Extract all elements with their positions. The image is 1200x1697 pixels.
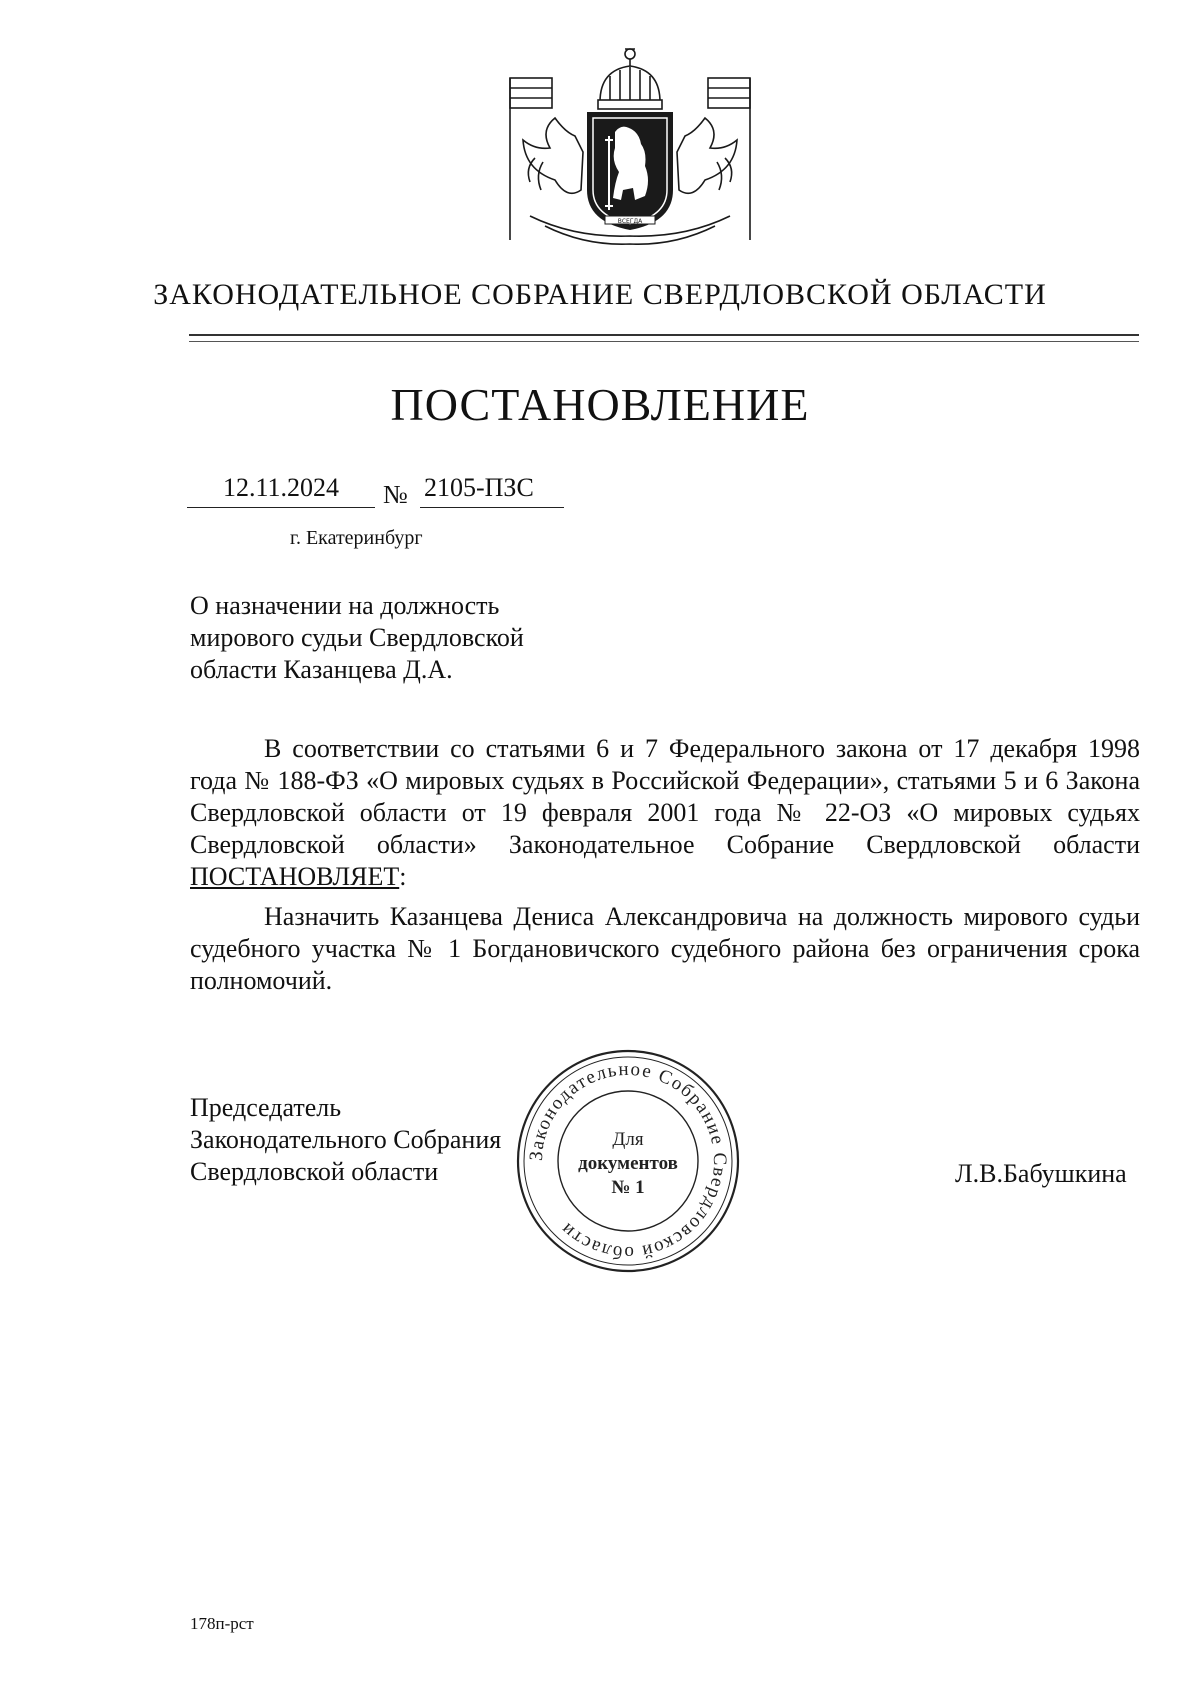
coat-of-arms-emblem: [495, 40, 765, 250]
document-number: 2105-ПЗС: [420, 473, 564, 508]
decree-word: ПОСТАНОВЛЯЕТ: [190, 862, 400, 891]
stamp-center-line: документов: [578, 1153, 678, 1174]
issue-city: г. Екатеринбург: [290, 527, 423, 549]
signer-name: Л.В.Бабушкина: [955, 1159, 1127, 1188]
subject-line: мирового судьи Свердловской: [190, 623, 524, 652]
preamble-colon: :: [399, 862, 407, 891]
signer-title-line: Законодательного Собрания: [190, 1125, 502, 1154]
document-subject: [190, 590, 620, 686]
signer-title-line: Свердловской области: [190, 1157, 439, 1186]
footer-code: 178п-рст: [190, 1614, 254, 1633]
document-body: [190, 733, 1140, 1005]
stamp-ring-text: Законодательное Собрание Свердловской области: [525, 1058, 731, 1264]
resolution-paragraph: Назначить Казанцева Дениса Александровича на должность мирового судьи судебного участка № 1 Богдановичского судебного района без ограничения срока полномочий.: [190, 902, 1140, 995]
organization-name: ЗАКОНОДАТЕЛЬНОЕ СОБРАНИЕ СВЕРДЛОВСКОЙ ОБЛАСТИ: [153, 278, 1047, 311]
subject-line: О назначении на должность: [190, 591, 500, 620]
number-sign: №: [383, 480, 408, 509]
header-divider-thin: [189, 341, 1139, 342]
stamp-center-line: № 1: [611, 1177, 645, 1198]
signer-title: [190, 1092, 501, 1188]
preamble-text: В соответствии со статьями 6 и 7 Федерального закона от 17 декабря 1998 года № 188-ФЗ «О мировых судьях в Российской Федерации», статьями 5 и 6 Закона Свердловской области от 19 февраля 2001 года № 22-ОЗ «О мировых судьях Свердловской области» Законодательное Собрание Свердловской области: [190, 734, 1140, 859]
signer-title-line: Председатель: [190, 1093, 342, 1122]
subject-line: области Казанцева Д.А.: [190, 655, 453, 684]
svg-text:ВСЕГДА: ВСЕГДА: [617, 218, 643, 225]
header-divider: [189, 334, 1139, 336]
official-stamp: [512, 1045, 744, 1277]
stamp-center-line: Для: [612, 1129, 644, 1150]
document-date: 12.11.2024: [187, 473, 375, 508]
document-type-title: ПОСТАНОВЛЕНИЕ: [390, 379, 810, 430]
preamble-paragraph: [190, 733, 1140, 893]
